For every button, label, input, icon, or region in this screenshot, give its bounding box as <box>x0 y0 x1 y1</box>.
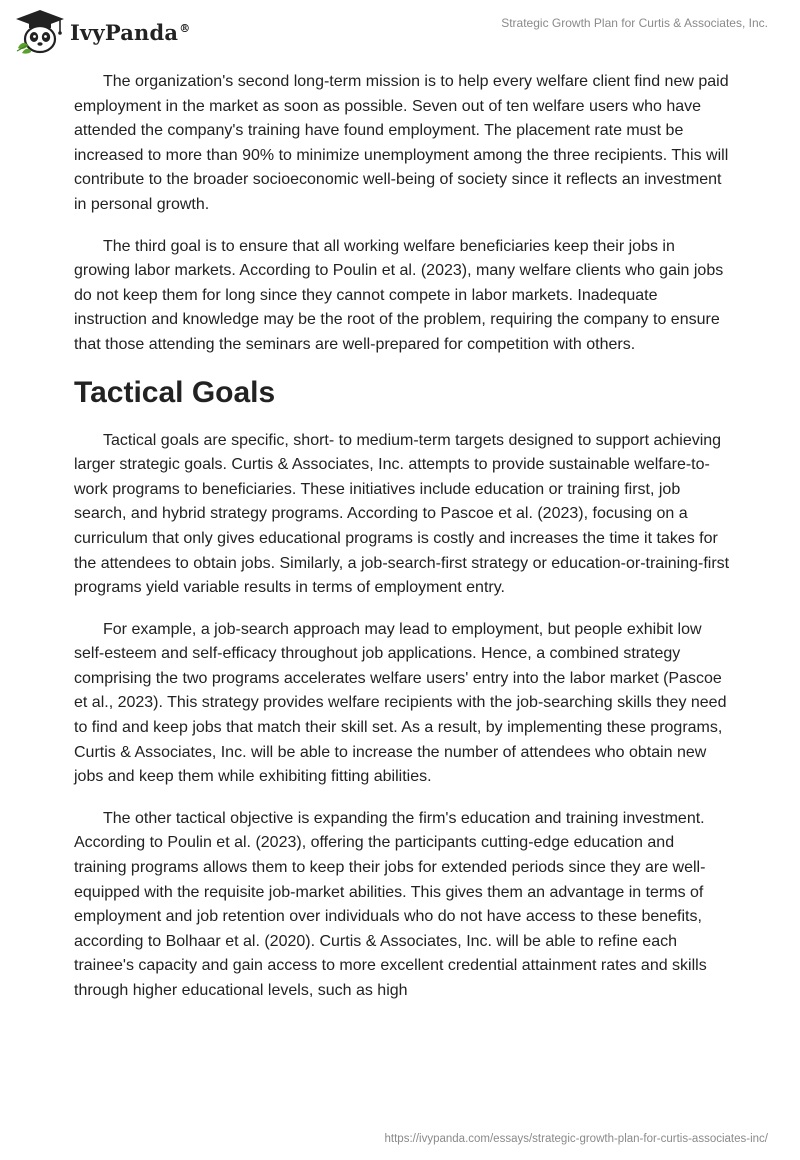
section-heading-tactical-goals: Tactical Goals <box>74 375 276 409</box>
paragraph-education-investment: The other tactical objective is expanding the firm's education and training investment. According to Poulin et al. (2023), offering the participants cutting-edge education and training programs allows them to keep their jobs for extended periods since they are well-equipped with the requisite job-market abilities. This gives them an advantage in terms of employment and job retention over individuals who do not have access to these benefits, according to Bolhaar et al. (2020). Curtis & Associates, Inc. will be able to refine each trainee's capacity and gain access to more excellent credential attainment rates and skills through higher educational levels, such as high <box>74 809 707 999</box>
document-title: Strategic Growth Plan for Curtis & Associates, Inc. <box>501 16 768 30</box>
paragraph-third-goal: The third goal is to ensure that all working welfare beneficiaries keep their jobs in growing labor markets. According to Poulin et al. (2023), many welfare clients who gain jobs do not keep them for long since they cannot compete in labor markets. Inadequate instruction and knowledge may be the root of the problem, requiring the company to ensure that those attending the seminars are well-prepared for competition with others. <box>74 237 724 353</box>
registered-mark: ® <box>179 21 191 35</box>
brand-name: IvyPanda® <box>70 19 191 45</box>
source-url[interactable]: https://ivypanda.com/essays/strategic-growth-plan-for-curtis-associates-inc/ <box>384 1133 768 1145</box>
panda-graduate-icon <box>14 8 66 54</box>
article-body <box>74 70 730 1021</box>
page-header <box>0 0 800 60</box>
ivypanda-logo[interactable] <box>14 8 190 54</box>
paragraph-tactical-intro: Tactical goals are specific, short- to medium-term targets designed to support achieving larger strategic goals. Curtis & Associates, Inc. attempts to provide sustainable welfare-to-work programs to beneficiaries. These initiatives include education or training first, job search, and hybrid strategy programs. According to Pascoe et al. (2023), focusing on a curriculum that only gives educational programs is costly and increases the time it takes for the attendees to obtain jobs. Similarly, a job-search-first strategy or education-or-training-first programs yield variable results in terms of employment entry. <box>74 431 730 597</box>
paragraph-example: For example, a job-search approach may lead to employment, but people exhibit low self-esteem and self-efficacy throughout job applications. Hence, a combined strategy comprising the two programs accelerates welfare users' entry into the labor market (Pascoe et al., 2023). This strategy provides welfare recipients with the job-searching skills they need to find and keep jobs that match their skill set. As a result, by implementing these programs, Curtis & Associates, Inc. will be able to increase the number of attendees who obtain new jobs and keep them while exhibiting fitting abilities. <box>74 620 727 786</box>
paragraph-second-mission: The organization's second long-term mission is to help every welfare client find new paid employment in the market as soon as possible. Seven out of ten welfare users who have attended the company's training have found employment. The placement rate must be increased to more than 90% to minimize unemployment among the three recipients. This will contribute to the broader socioeconomic well-being of society since it reflects an investment in personal growth. <box>74 73 729 213</box>
